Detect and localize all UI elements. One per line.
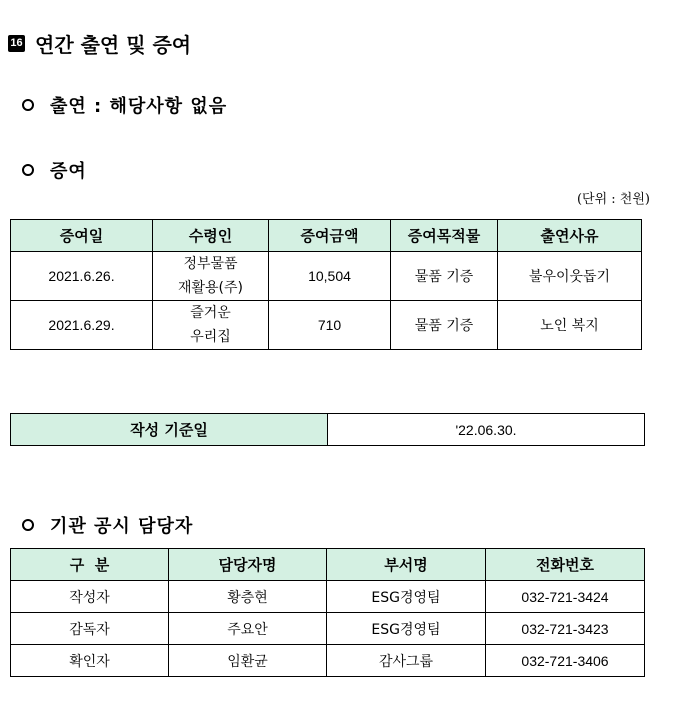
- section-title: [8, 29, 191, 58]
- contacts-table: [10, 548, 645, 677]
- cell-date: 2021.6.29.: [11, 301, 153, 350]
- cell-name: 황층현: [169, 581, 327, 613]
- contribution-text: 출연 : 해당사항 없음: [50, 96, 228, 117]
- cell-phone: 032-721-3423: [486, 613, 645, 645]
- cell-object: 물품 기증: [391, 301, 498, 350]
- table-row: [11, 613, 645, 645]
- header-recipient: 수령인: [153, 220, 269, 252]
- cell-phone: 032-721-3424: [486, 581, 645, 613]
- cell-dept: ESG경영팀: [327, 613, 486, 645]
- table-row: [11, 581, 645, 613]
- cell-date: 2021.6.26.: [11, 252, 153, 301]
- base-date-label: 작성 기준일: [11, 414, 328, 446]
- base-date-table: [10, 413, 645, 446]
- header-role: 구 분: [11, 549, 169, 581]
- table-row: [11, 301, 642, 350]
- donation-heading-text: 증여: [50, 161, 87, 182]
- circle-bullet-icon: [22, 99, 34, 111]
- recipient-line1: 정부물품: [183, 256, 238, 272]
- contribution-line: [22, 92, 227, 118]
- cell-name: 임환균: [169, 645, 327, 677]
- circle-bullet-icon: [22, 164, 34, 176]
- header-name: 담당자명: [169, 549, 327, 581]
- cell-phone: 032-721-3406: [486, 645, 645, 677]
- cell-role: 감독자: [11, 613, 169, 645]
- contacts-header-row: [11, 549, 645, 581]
- header-phone: 전화번호: [486, 549, 645, 581]
- cell-object: 물품 기증: [391, 252, 498, 301]
- cell-role: 작성자: [11, 581, 169, 613]
- unit-label: (단위 : 천원): [576, 192, 650, 207]
- circle-bullet-icon: [22, 519, 34, 531]
- header-dept: 부서명: [327, 549, 486, 581]
- recipient-line2: 재활용(주): [177, 280, 244, 296]
- recipient-line2: 우리집: [190, 329, 231, 345]
- cell-recipient: [153, 252, 269, 301]
- cell-name: 주요안: [169, 613, 327, 645]
- donation-header-row: [11, 220, 642, 252]
- cell-amount: 710: [269, 301, 391, 350]
- cell-dept: 감사그룹: [327, 645, 486, 677]
- donation-table: [10, 219, 642, 350]
- cell-role: 확인자: [11, 645, 169, 677]
- cell-dept: ESG경영팀: [327, 581, 486, 613]
- recipient-line1: 즐거운: [190, 305, 231, 321]
- header-amount: 증여금액: [269, 220, 391, 252]
- table-row: [11, 645, 645, 677]
- table-row: [11, 252, 642, 301]
- cell-recipient: [153, 301, 269, 350]
- cell-amount: 10,504: [269, 252, 391, 301]
- cell-reason: 불우이웃돕기: [498, 252, 642, 301]
- cell-reason: 노인 복지: [498, 301, 642, 350]
- donation-heading: [22, 157, 87, 183]
- section-title-text: 연간 출연 및 증여: [35, 33, 192, 57]
- header-date: 증여일: [11, 220, 153, 252]
- contacts-heading-text: 기관 공시 담당자: [50, 516, 194, 537]
- header-object: 증여목적물: [391, 220, 498, 252]
- header-reason: 출연사유: [498, 220, 642, 252]
- base-date-value: '22.06.30.: [328, 414, 645, 446]
- section-number-badge: 16: [8, 35, 25, 52]
- contacts-heading: [22, 512, 193, 538]
